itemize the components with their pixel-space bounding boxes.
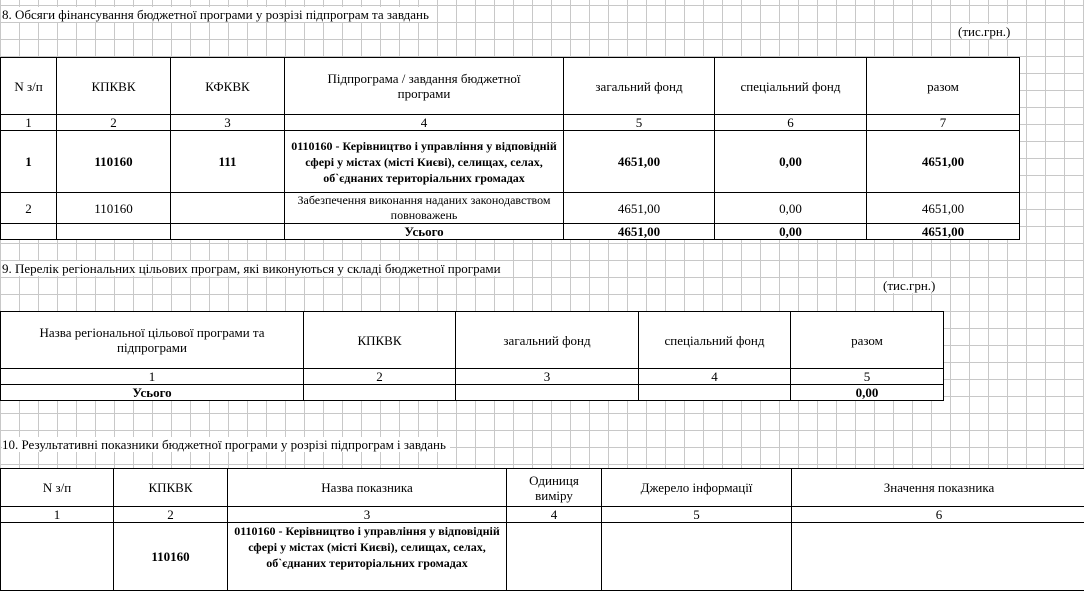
total-cell: 4651,00 — [867, 131, 1020, 193]
general-fund-cell: 4651,00 — [564, 131, 715, 193]
row-number: 1 — [1, 131, 57, 193]
kpkvk-cell: 110160 — [114, 523, 228, 591]
column-number: 3 — [171, 115, 285, 131]
total-sum: 0,00 — [791, 385, 944, 401]
total-sum: 4651,00 — [867, 224, 1020, 240]
column-number: 2 — [114, 507, 228, 523]
section-8-title: 8. Обсяги фінансування бюджетної програми у розрізі підпрограм та завдань — [2, 7, 433, 22]
header-cell: N з/п — [1, 58, 57, 115]
kpkvk-cell: 110160 — [57, 193, 171, 224]
total-label: Усього — [285, 224, 564, 240]
section-10-title: 10. Результативні показники бюджетної програми у розрізі підпрограм і завдань — [2, 437, 450, 452]
column-number: 5 — [791, 369, 944, 385]
header-cell: Назва регіональної цільової програми та підпрограми — [1, 312, 304, 369]
header-cell: разом — [867, 58, 1020, 115]
general-fund-cell: 4651,00 — [564, 193, 715, 224]
header-cell: N з/п — [1, 469, 114, 507]
header-cell: Значення показника — [792, 469, 1084, 507]
header-cell: загальний фонд — [564, 58, 715, 115]
column-number: 5 — [602, 507, 792, 523]
table-row — [1, 523, 1084, 591]
column-number: 1 — [1, 369, 304, 385]
special-fund-cell: 0,00 — [715, 131, 867, 193]
program-name-cell: 0110160 - Керівництво і управління у відповідній сфері у містах (місті Києві), селищах, селах, об`єднаних територіальних громадах — [228, 523, 507, 591]
column-number: 2 — [304, 369, 456, 385]
column-number: 6 — [715, 115, 867, 131]
total-row — [1, 224, 1020, 240]
header-cell: Одиниця виміру — [507, 469, 602, 507]
regional-programs-table — [0, 311, 944, 401]
header-cell: спеціальний фонд — [715, 58, 867, 115]
column-number: 4 — [507, 507, 602, 523]
header-cell: загальний фонд — [456, 312, 639, 369]
table-header-row — [1, 58, 1020, 115]
table-header-row — [1, 312, 944, 369]
column-number: 6 — [792, 507, 1084, 523]
table-row — [1, 193, 1020, 224]
section-9-unit: (тис.грн.) — [881, 278, 937, 293]
header-cell: КФКВК — [171, 58, 285, 115]
column-number: 1 — [1, 115, 57, 131]
performance-indicators-table — [0, 468, 1084, 591]
kfkvk-cell — [171, 193, 285, 224]
column-numbers-row — [1, 369, 944, 385]
total-label: Усього — [1, 385, 304, 401]
header-cell: разом — [791, 312, 944, 369]
program-name-cell: 0110160 - Керівництво і управління у відповідній сфері у містах (місті Києві), селищах, селах, об`єднаних територіальних громадах — [285, 131, 564, 193]
column-numbers-row — [1, 507, 1084, 523]
header-cell: Джерело інформації — [602, 469, 792, 507]
header-cell: КПКВК — [114, 469, 228, 507]
header-cell: КПКВК — [304, 312, 456, 369]
total-cell: 4651,00 — [867, 193, 1020, 224]
total-special-fund: 0,00 — [715, 224, 867, 240]
kpkvk-cell: 110160 — [57, 131, 171, 193]
column-number: 3 — [228, 507, 507, 523]
column-number: 1 — [1, 507, 114, 523]
total-row — [1, 385, 944, 401]
kfkvk-cell: 111 — [171, 131, 285, 193]
column-numbers-row — [1, 115, 1020, 131]
column-number: 5 — [564, 115, 715, 131]
section-8-unit: (тис.грн.) — [956, 24, 1012, 39]
header-cell: Підпрограма / завдання бюджетної програми — [285, 58, 564, 115]
column-number: 4 — [639, 369, 791, 385]
header-cell: КПКВК — [57, 58, 171, 115]
financing-table — [0, 57, 1020, 240]
column-number: 3 — [456, 369, 639, 385]
table-header-row — [1, 469, 1084, 507]
table-row — [1, 131, 1020, 193]
section-9-title: 9. Перелік регіональних цільових програм, які виконуються у складі бюджетної програми — [2, 261, 505, 276]
column-number: 7 — [867, 115, 1020, 131]
total-general-fund: 4651,00 — [564, 224, 715, 240]
task-name-cell: Забезпечення виконання наданих законодавством повноважень — [285, 193, 564, 224]
row-number: 2 — [1, 193, 57, 224]
column-number: 2 — [57, 115, 171, 131]
header-cell: Назва показника — [228, 469, 507, 507]
header-cell: спеціальний фонд — [639, 312, 791, 369]
special-fund-cell: 0,00 — [715, 193, 867, 224]
column-number: 4 — [285, 115, 564, 131]
